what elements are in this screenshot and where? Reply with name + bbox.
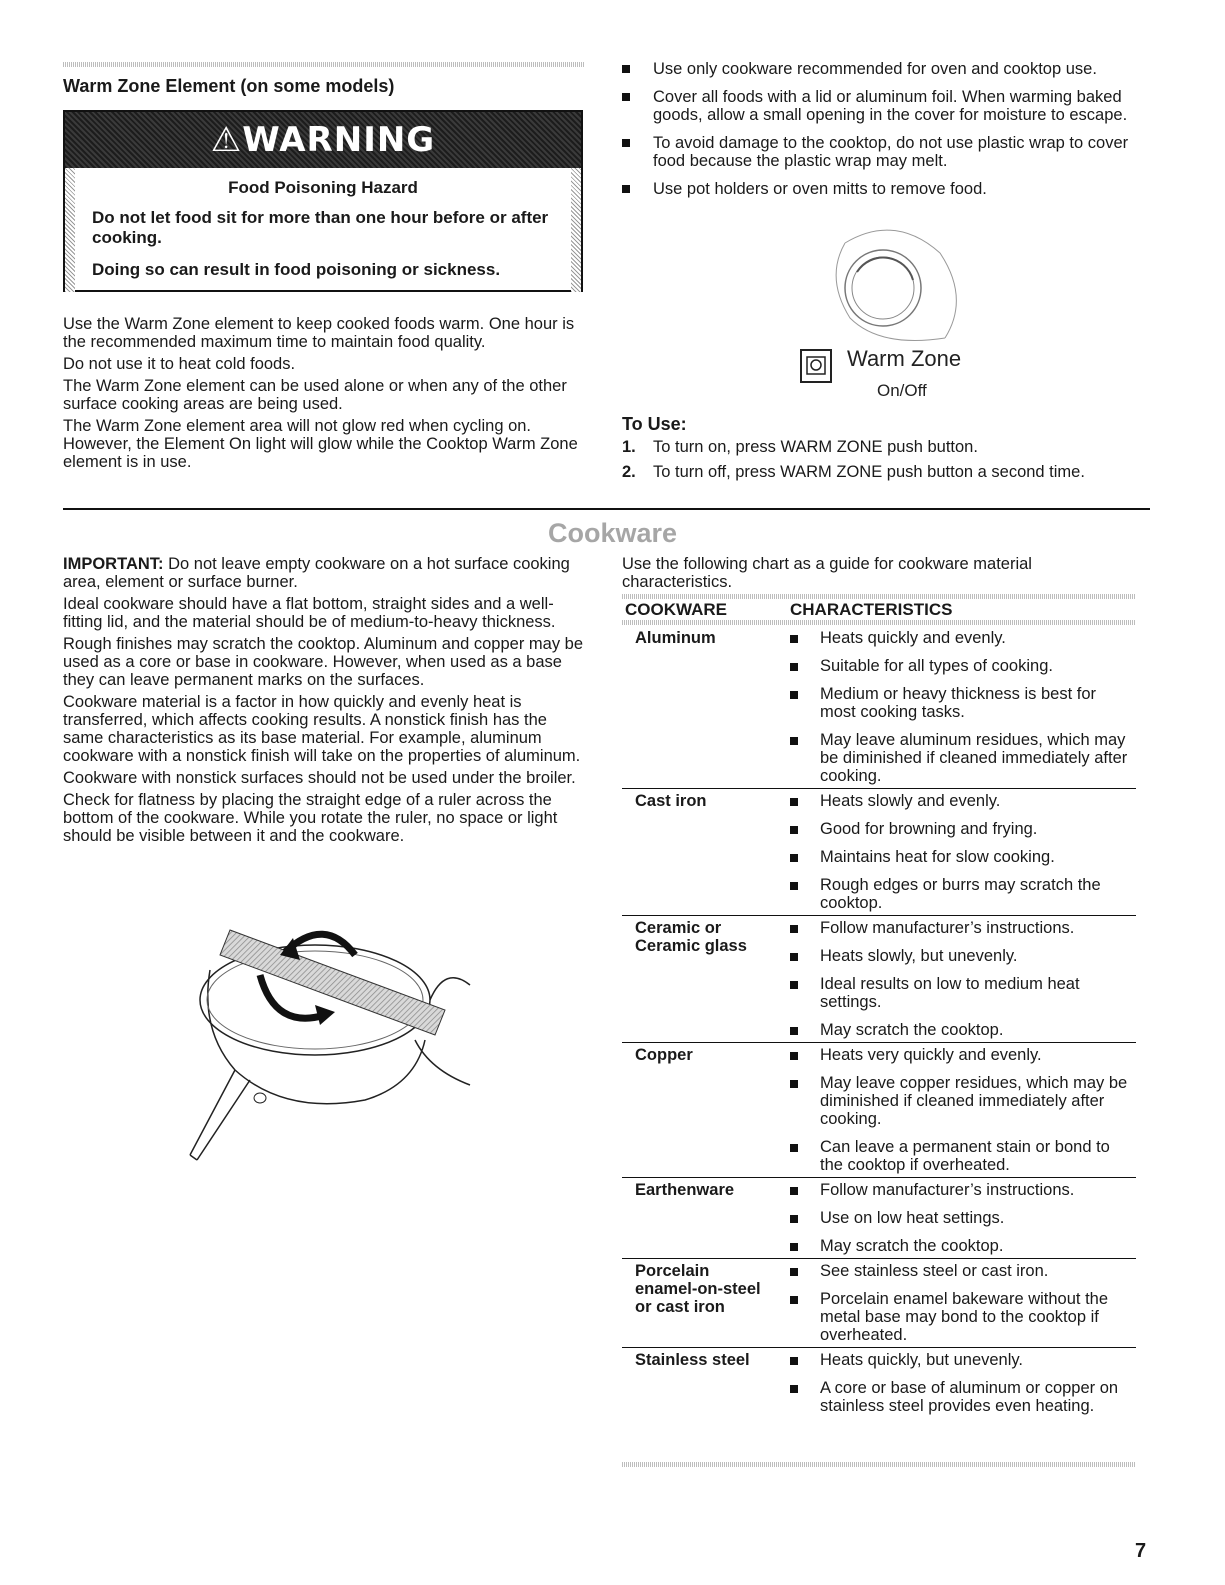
characteristic-text: Porcelain enamel bakeware without the metal base may bond to the cooktop if overheated. [820, 1290, 1109, 1344]
bullet-square-icon [790, 1215, 798, 1223]
step-text: To turn on, press WARM ZONE push button. [653, 438, 978, 456]
bullet-square-icon [622, 185, 630, 193]
step-item [622, 463, 1162, 481]
bullet-text: Use pot holders or oven mitts to remove food. [653, 180, 987, 198]
bullet-square-icon [790, 1357, 798, 1365]
table-row [622, 916, 1136, 1043]
table-row [622, 626, 1136, 789]
bullet-square-icon [790, 798, 798, 806]
paragraph: Rough finishes may scratch the cooktop. Aluminum and copper may be used as a core or base in cookware. However, when used as a base they can leave permanent marks on the surfaces. [63, 635, 584, 689]
characteristic-item [788, 919, 1136, 937]
paragraph: Do not use it to heat cold foods. [63, 355, 296, 373]
characteristic-item [788, 1351, 1136, 1369]
cookware-paragraphs [63, 555, 588, 849]
characteristics-cell [788, 1181, 1136, 1255]
bullet-text: Use only cookware recommended for oven and cooktop use. [653, 60, 1097, 78]
bullet-square-icon [790, 1052, 798, 1060]
characteristic-text: Suitable for all types of cooking. [820, 657, 1053, 675]
characteristic-item [788, 848, 1136, 866]
characteristic-item [788, 685, 1136, 721]
step-number: 2. [622, 463, 636, 481]
characteristic-text: Follow manufacturer’s instructions. [820, 919, 1075, 937]
bullet-square-icon [790, 1027, 798, 1035]
table-header-row [622, 600, 1136, 622]
pan-ruler-illustration [175, 920, 485, 1170]
page-number: 7 [1135, 1540, 1147, 1562]
warm-zone-button-icon [801, 350, 831, 382]
characteristic-item [788, 1209, 1136, 1227]
characteristic-text: Maintains heat for slow cooking. [820, 848, 1055, 866]
table-row [622, 1043, 1136, 1178]
characteristic-text: Heats slowly, but unevenly. [820, 947, 1018, 965]
bullet-square-icon [790, 1385, 798, 1393]
paragraph: The Warm Zone element can be used alone or when any of the other surface cooking areas are being used. [63, 377, 567, 413]
characteristic-item [788, 1046, 1136, 1064]
material-cell: Cast iron [635, 792, 707, 810]
paragraph: Use the Warm Zone element to keep cooked foods warm. One hour is the recommended maximum time to maintain food quality. [63, 315, 575, 351]
characteristics-cell [788, 919, 1136, 1039]
characteristic-item [788, 1262, 1136, 1280]
characteristic-text: Good for browning and frying. [820, 820, 1038, 838]
characteristics-cell [788, 792, 1136, 912]
characteristic-item [788, 1379, 1136, 1415]
warning-title-text: WARNING [242, 120, 436, 160]
bullet-square-icon [790, 663, 798, 671]
characteristic-item [788, 820, 1136, 838]
paragraph: Ideal cookware should have a flat bottom, straight sides and a well-fitting lid, and the material should be of medium-to-heavy thickness. [63, 595, 556, 631]
bullet-square-icon [790, 1243, 798, 1251]
bullet-item [622, 88, 1162, 124]
characteristic-item [788, 876, 1136, 912]
bullet-square-icon [790, 1144, 798, 1152]
warm-zone-paragraphs [63, 315, 583, 475]
characteristic-text: Heats slowly and evenly. [820, 792, 1001, 810]
important-label: IMPORTANT: [63, 555, 164, 573]
characteristic-item [788, 947, 1136, 965]
warning-title [65, 120, 581, 160]
step-item [622, 438, 1162, 456]
characteristics-cell [788, 1351, 1136, 1415]
column-header: CHARACTERISTICS [790, 600, 953, 619]
step-text: To turn off, press WARM ZONE push button a second time. [653, 463, 1085, 481]
bullet-square-icon [790, 1080, 798, 1088]
characteristic-text: Rough edges or burrs may scratch the cooktop. [820, 876, 1101, 912]
knob-label: Warm Zone [847, 346, 962, 371]
characteristic-text: Medium or heavy thickness is best for most cooking tasks. [820, 685, 1097, 721]
column-header: COOKWARE [625, 600, 727, 619]
characteristic-text: Heats very quickly and evenly. [820, 1046, 1042, 1064]
material-cell: Copper [635, 1046, 693, 1064]
table-bottom-rule [622, 1462, 1136, 1467]
bullet-text: To avoid damage to the cooktop, do not use plastic wrap to cover food because the plastic wrap may melt. [653, 134, 1129, 170]
bullet-square-icon [790, 691, 798, 699]
characteristic-item [788, 1021, 1136, 1039]
characteristics-cell [788, 629, 1136, 785]
to-use-heading: To Use: [622, 414, 687, 434]
characteristic-item [788, 1290, 1136, 1344]
material-cell: Porcelain enamel-on-steel or cast iron [635, 1262, 761, 1316]
bullet-square-icon [622, 139, 630, 147]
characteristic-text: May leave aluminum residues, which may be diminished if cleaned immediately after cooking. [820, 731, 1128, 785]
step-number: 1. [622, 438, 636, 456]
bullet-square-icon [790, 854, 798, 862]
bullet-item [622, 60, 1162, 78]
table-rows [622, 626, 1136, 1418]
paragraph: Cookware with nonstick surfaces should not be used under the broiler. [63, 769, 576, 787]
characteristic-text: Ideal results on low to medium heat settings. [820, 975, 1080, 1011]
bullet-square-icon [790, 1268, 798, 1276]
bullet-item [622, 180, 1162, 198]
warning-box [63, 110, 583, 292]
characteristic-text: May scratch the cooktop. [820, 1021, 1004, 1039]
to-use-steps [622, 438, 1162, 488]
characteristic-item [788, 629, 1136, 647]
table-intro-text: Use the following chart as a guide for cookware material characteristics. [622, 555, 1032, 591]
bullet-square-icon [790, 981, 798, 989]
table-row [622, 1259, 1136, 1348]
characteristic-text: May leave copper residues, which may be diminished if cleaned immediately after cooking. [820, 1074, 1128, 1128]
characteristic-item [788, 975, 1136, 1011]
characteristic-item [788, 657, 1136, 675]
characteristic-item [788, 1074, 1136, 1128]
characteristic-item [788, 731, 1136, 785]
bullet-square-icon [790, 953, 798, 961]
paragraph: The Warm Zone element area will not glow red when cycling on. However, the Element On light will glow while the Cooktop Warm Zone element is in use. [63, 417, 578, 471]
bullet-square-icon [790, 882, 798, 890]
characteristic-text: Use on low heat settings. [820, 1209, 1005, 1227]
bullet-square-icon [790, 826, 798, 834]
characteristic-text: See stainless steel or cast iron. [820, 1262, 1049, 1280]
characteristic-item [788, 1237, 1136, 1255]
table-row [622, 1348, 1136, 1418]
knob-sublabel: On/Off [877, 381, 927, 400]
warning-triangle-icon: ⚠ [210, 120, 243, 160]
table-row [622, 1178, 1136, 1259]
table-header-rule [622, 620, 1136, 625]
characteristics-cell [788, 1046, 1136, 1174]
warm-zone-bullets [622, 60, 1162, 208]
material-cell: Ceramic or Ceramic glass [635, 919, 747, 955]
table-intro [622, 555, 1142, 595]
bullet-square-icon [790, 925, 798, 933]
paragraph: Check for flatness by placing the straight edge of a ruler across the bottom of the cookware. While you rotate the ruler, no space or light should be visible between it and the cookware. [63, 791, 558, 845]
warning-hazard: Food Poisoning Hazard [228, 178, 418, 197]
characteristic-item [788, 1181, 1136, 1199]
bullet-item [622, 134, 1162, 170]
paragraph: Cookware material is a factor in how quickly and evenly heat is transferred, which affects cooking results. A nonstick finish has the same characteristics as its base material. For example, aluminum cookware with a nonstick finish will take on the properties of aluminum. [63, 693, 581, 765]
warning-line-1: Do not let food sit for more than one hour before or after cooking. [92, 208, 549, 247]
characteristics-cell [788, 1262, 1136, 1344]
characteristic-text: A core or base of aluminum or copper on stainless steel provides even heating. [820, 1379, 1119, 1415]
characteristic-item [788, 792, 1136, 810]
bullet-square-icon [790, 1187, 798, 1195]
important-text: Do not leave empty cookware on a hot surface cooking area, element or surface burner. [63, 555, 570, 591]
cookware-title: Cookware [547, 518, 678, 548]
characteristic-text: Heats quickly and evenly. [820, 629, 1006, 647]
material-cell: Earthenware [635, 1181, 735, 1199]
characteristic-text: Can leave a permanent stain or bond to the cooktop if overheated. [820, 1138, 1110, 1174]
section-top-rule [63, 62, 585, 67]
characteristic-text: Heats quickly, but unevenly. [820, 1351, 1023, 1369]
bullet-square-icon [790, 737, 798, 745]
table-top-rule [622, 594, 1136, 599]
bullet-text: Cover all foods with a lid or aluminum foil. When warming baked goods, allow a small opening in the cover for moisture to escape. [653, 88, 1128, 124]
bullet-square-icon [622, 93, 630, 101]
characteristic-item [788, 1138, 1136, 1174]
important-paragraph [63, 555, 588, 591]
section-divider [63, 508, 1150, 510]
bullet-square-icon [622, 65, 630, 73]
warm-zone-knob-illustration [795, 218, 995, 403]
warm-zone-heading: Warm Zone Element (on some models) [63, 76, 395, 96]
material-cell: Aluminum [635, 629, 716, 647]
characteristic-text: May scratch the cooktop. [820, 1237, 1004, 1255]
characteristic-text: Follow manufacturer’s instructions. [820, 1181, 1075, 1199]
bullet-square-icon [790, 635, 798, 643]
table-row [622, 789, 1136, 916]
warning-line-2: Doing so can result in food poisoning or sickness. [92, 260, 501, 279]
bullet-square-icon [790, 1296, 798, 1304]
material-cell: Stainless steel [635, 1351, 750, 1369]
